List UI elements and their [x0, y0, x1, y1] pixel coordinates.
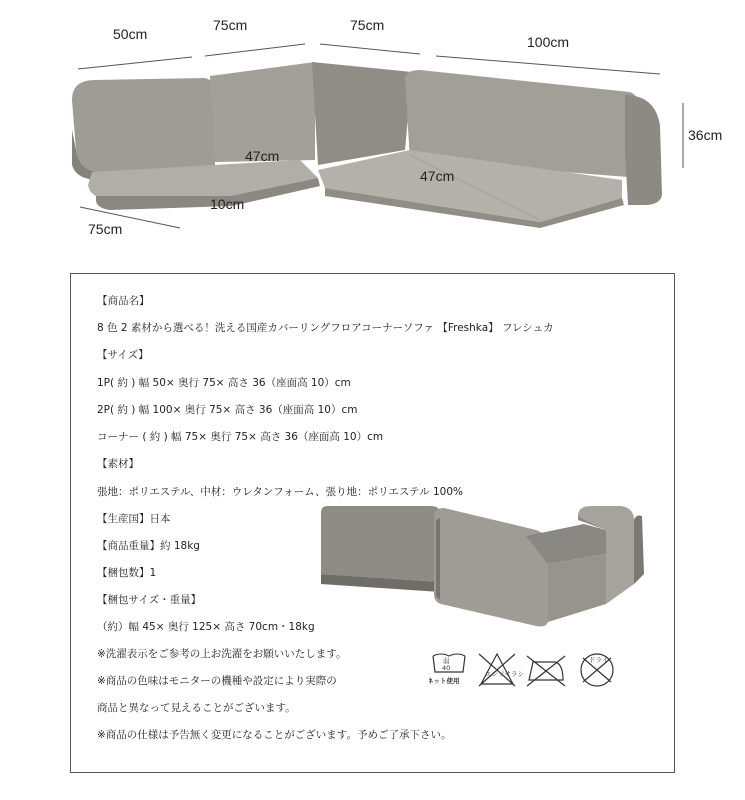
front-depth-label: 75cm: [88, 221, 123, 237]
spec-line: ※商品の色味はモニターの機種や設定により実際の: [97, 675, 337, 687]
width-corner-label-2: 75cm: [350, 17, 385, 33]
sofa-dimension-drawing: [0, 0, 745, 255]
wash-label-1: 弱: [443, 657, 450, 665]
height-label: 36cm: [688, 127, 723, 143]
care-symbols: [429, 650, 629, 700]
wash-label-2: 40: [442, 664, 451, 672]
spec-line: 【商品名】: [97, 295, 150, 307]
dry-label: ドライ: [589, 656, 609, 664]
seat-height-label: 10cm: [210, 196, 245, 212]
spec-line: 商品と異なって見えることがございます。: [97, 702, 296, 714]
width-1p-label: 50cm: [113, 26, 148, 42]
spec-line: 張地：ポリエステル、中材：ウレタンフォーム、張り地：ポリエステル 100%: [97, 486, 463, 498]
sofa-dimension-figure: [0, 0, 745, 255]
no-chlorine-bleach-icon: [479, 654, 524, 686]
spec-line: 8 色 2 素材から選べる！洗える国産カバーリングフロアコーナーソファ 【Freshka】 フレシュカ: [97, 322, 554, 334]
spec-line: 【梱包サイズ・重量】: [97, 594, 202, 606]
no-iron-icon: [527, 656, 565, 686]
spec-line: 【素材】: [97, 458, 139, 470]
bleach-label: エンソサラシ: [485, 670, 524, 678]
spec-line: コーナー ( 約 ) 幅 75× 奥行 75× 高さ 36（座面高 10）cm: [97, 431, 384, 443]
product-spec-box: [70, 273, 675, 773]
sofa-product-photo: [316, 504, 666, 634]
spec-line: 【サイズ】: [97, 349, 149, 361]
depth-label-2: 47cm: [420, 168, 455, 184]
wash-icon: [429, 654, 465, 685]
no-dry-clean-icon: [581, 654, 613, 686]
width-2p-label: 100cm: [527, 34, 570, 50]
spec-line: （約）幅 45× 奥行 125× 高さ 70cm・18kg: [97, 621, 315, 633]
spec-line: 1P( 約 ) 幅 50× 奥行 75× 高さ 36（座面高 10）cm: [97, 377, 351, 389]
spec-line: 【生産国】日本: [97, 513, 171, 525]
spec-line: ※商品の仕様は予告無く変更になることがございます。予めご了承下さい。: [97, 729, 452, 741]
depth-label-1: 47cm: [245, 148, 280, 164]
width-corner-label-1: 75cm: [213, 17, 248, 33]
spec-line: 2P( 約 ) 幅 100× 奥行 75× 高さ 36（座面高 10）cm: [97, 404, 358, 416]
spec-line: 【梱包数】1: [97, 567, 157, 579]
spec-line: 【商品重量】約 18kg: [97, 540, 200, 552]
spec-line: ※洗濯表示をご参考の上お洗濯をお願いいたします。: [97, 648, 347, 660]
wash-note: ネット使用: [429, 677, 460, 685]
